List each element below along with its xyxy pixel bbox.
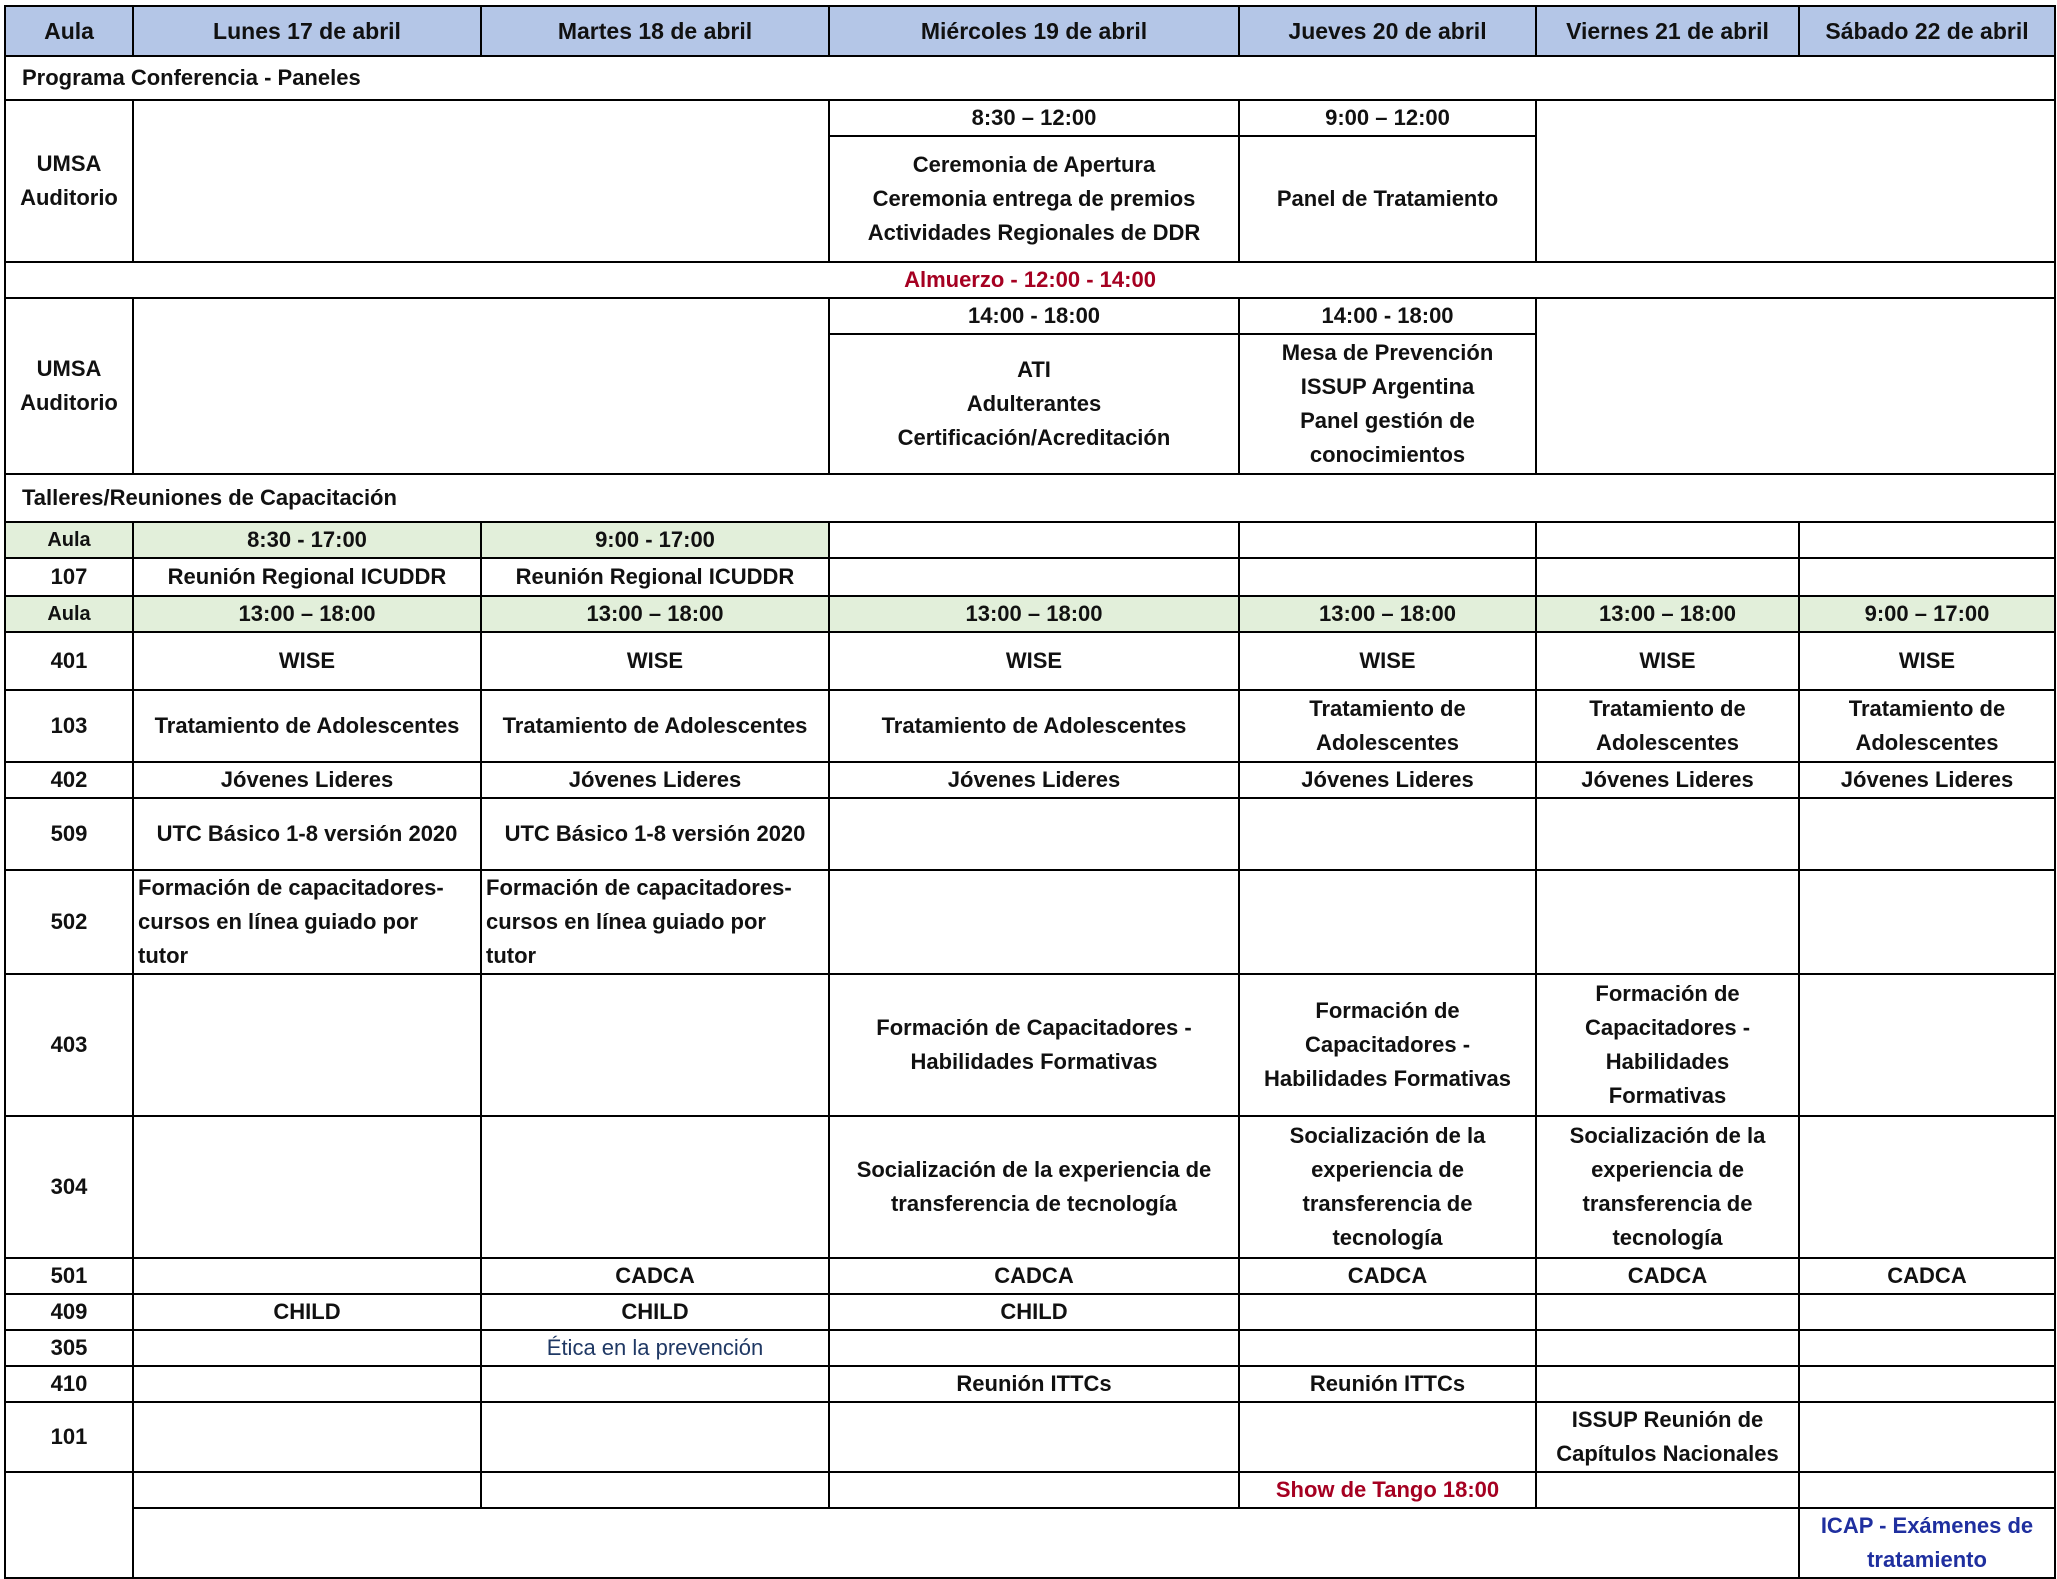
event-line: Panel gestión de [1300, 408, 1475, 433]
event-cell [1799, 690, 2055, 762]
event-cell [481, 870, 829, 974]
event-cell: Jóvenes Lideres [829, 762, 1239, 798]
header-day-sat: Sábado 22 de abril [1799, 6, 2055, 56]
event-line: Ceremonia de Apertura [912, 152, 1156, 177]
event-line: ICAP - Exámenes de [1820, 1513, 2034, 1538]
event-line: Socialización de la experiencia de [856, 1157, 1212, 1182]
event-line: Adulterantes [966, 391, 1102, 416]
empty-cell [1536, 1294, 1799, 1330]
event-line: Formación de [1315, 998, 1460, 1023]
room-number: 103 [5, 690, 133, 762]
header-day-wed: Miércoles 19 de abril [829, 6, 1239, 56]
event-cell: WISE [133, 632, 481, 690]
event-line: Panel de Tratamiento [1276, 186, 1499, 211]
schedule-table [4, 5, 2056, 1579]
event-line: Actividades Regionales de DDR [867, 220, 1201, 245]
event-cell: Ética en la prevención [481, 1330, 829, 1366]
event-cell: WISE [1536, 632, 1799, 690]
empty-cell [1799, 1402, 2055, 1472]
section-title-workshops: Talleres/Reuniones de Capacitación [5, 474, 2055, 522]
empty-cell [1536, 558, 1799, 596]
empty-cell [829, 870, 1239, 974]
icap-event [1799, 1508, 2055, 1578]
empty-cell [133, 974, 481, 1116]
event-line: tratamiento [1867, 1547, 1987, 1572]
event-line: cursos en línea guiado por [486, 909, 766, 934]
room-number: 107 [5, 558, 133, 596]
empty-cell [1536, 100, 2055, 262]
header-row [5, 6, 2055, 56]
empty-cell [1799, 1116, 2055, 1258]
time-header: 9:00 - 17:00 [481, 522, 829, 558]
empty-cell [133, 100, 829, 262]
empty-cell [133, 1508, 1799, 1578]
table-row [5, 762, 2055, 798]
event-cell [1239, 1116, 1536, 1258]
event-cell: CADCA [1799, 1258, 2055, 1294]
event-line: tecnología [1612, 1225, 1723, 1250]
event-line: Tratamiento de [1309, 696, 1466, 721]
event-cell [829, 334, 1239, 474]
aula-header: Aula [5, 596, 133, 632]
table-row [5, 1366, 2055, 1402]
event-cell: WISE [481, 632, 829, 690]
empty-cell [829, 558, 1239, 596]
empty-cell [829, 1472, 1239, 1508]
table-row [5, 690, 2055, 762]
empty-cell [481, 1472, 829, 1508]
event-cell [1536, 1116, 1799, 1258]
empty-cell [1239, 798, 1536, 870]
table-row [5, 1294, 2055, 1330]
empty-cell [1799, 798, 2055, 870]
event-line: tecnología [1332, 1225, 1443, 1250]
empty-cell [1799, 1366, 2055, 1402]
room-cell [5, 100, 133, 262]
event-cell [1239, 974, 1536, 1116]
table-row [5, 798, 2055, 870]
empty-cell [1536, 1330, 1799, 1366]
event-cell: Tratamiento de Adolescentes [133, 690, 481, 762]
event-line: Adolescentes [1315, 730, 1460, 755]
table-row [5, 558, 2055, 596]
event-line: transferencia de tecnología [890, 1191, 1178, 1216]
event-line: ISSUP Argentina [1300, 374, 1475, 399]
event-cell: UTC Básico 1-8 versión 2020 [481, 798, 829, 870]
event-line: Capítulos Nacionales [1556, 1441, 1779, 1466]
empty-cell [1536, 798, 1799, 870]
event-line: Habilidades Formativas [1264, 1066, 1511, 1091]
table-row [5, 632, 2055, 690]
event-cell: CADCA [829, 1258, 1239, 1294]
event-line: Habilidades [1605, 1049, 1730, 1074]
header-aula: Aula [5, 6, 133, 56]
empty-cell [5, 1472, 133, 1508]
table-row [5, 974, 2055, 1116]
event-cell: Tratamiento de Adolescentes [829, 690, 1239, 762]
event-cell: Jóvenes Lideres [481, 762, 829, 798]
event-cell: WISE [829, 632, 1239, 690]
room-number: 401 [5, 632, 133, 690]
room-number: 501 [5, 1258, 133, 1294]
time-cell: 14:00 - 18:00 [829, 298, 1239, 334]
event-line: Mesa de Prevención [1281, 340, 1494, 365]
event-cell [1239, 690, 1536, 762]
lunch-banner: Almuerzo - 12:00 - 14:00 [5, 262, 2055, 298]
empty-cell [1239, 522, 1536, 558]
empty-cell [1239, 1402, 1536, 1472]
empty-cell [1536, 870, 1799, 974]
aula-header: Aula [5, 522, 133, 558]
event-cell: Reunión ITTCs [829, 1366, 1239, 1402]
empty-cell [1536, 298, 2055, 474]
event-cell: Reunión Regional ICUDDR [481, 558, 829, 596]
event-line: Adolescentes [1855, 730, 1999, 755]
event-line: Formativas [1608, 1083, 1727, 1108]
empty-cell [1799, 870, 2055, 974]
event-cell: CADCA [1239, 1258, 1536, 1294]
event-cell [829, 1116, 1239, 1258]
event-cell [1536, 1402, 1799, 1472]
time-header: 9:00 – 17:00 [1799, 596, 2055, 632]
event-line: Formación de Capacitadores - [876, 1015, 1192, 1040]
header-day-thu: Jueves 20 de abril [1239, 6, 1536, 56]
event-line: tutor [138, 943, 189, 968]
event-cell [133, 870, 481, 974]
header-day-fri: Viernes 21 de abril [1536, 6, 1799, 56]
empty-cell [829, 1330, 1239, 1366]
empty-cell [481, 1402, 829, 1472]
event-cell: WISE [1239, 632, 1536, 690]
room-number: 410 [5, 1366, 133, 1402]
empty-cell [1239, 1330, 1536, 1366]
room-cell [5, 298, 133, 474]
event-cell: Jóvenes Lideres [1536, 762, 1799, 798]
empty-cell [481, 974, 829, 1116]
event-line: Certificación/Acreditación [897, 425, 1171, 450]
event-line: Socialización de la [1289, 1123, 1486, 1148]
empty-cell [1799, 1330, 2055, 1366]
event-cell: UTC Básico 1-8 versión 2020 [133, 798, 481, 870]
table-row [5, 1402, 2055, 1472]
time-cell: 8:30 – 12:00 [829, 100, 1239, 136]
event-cell: CADCA [1536, 1258, 1799, 1294]
event-cell: Reunión Regional ICUDDR [133, 558, 481, 596]
event-line: Capacitadores - [1584, 1015, 1751, 1040]
event-line: experiencia de [1591, 1157, 1744, 1182]
event-line: transferencia de [1302, 1191, 1473, 1216]
empty-cell [1799, 522, 2055, 558]
empty-cell [481, 1366, 829, 1402]
event-cell [1536, 974, 1799, 1116]
event-cell [1239, 136, 1536, 262]
table-row [5, 1472, 2055, 1508]
event-cell [829, 974, 1239, 1116]
empty-cell [1239, 1294, 1536, 1330]
event-line: Adolescentes [1595, 730, 1740, 755]
room-number: 409 [5, 1294, 133, 1330]
event-line: ATI [1017, 357, 1051, 382]
empty-cell [829, 1402, 1239, 1472]
event-line: Socialización de la [1569, 1123, 1766, 1148]
event-cell: CHILD [829, 1294, 1239, 1330]
room-number: 403 [5, 974, 133, 1116]
room-number: 509 [5, 798, 133, 870]
event-line: ISSUP Reunión de [1571, 1407, 1764, 1432]
empty-cell [1239, 558, 1536, 596]
empty-cell [481, 1116, 829, 1258]
empty-cell [133, 1472, 481, 1508]
time-cell: 9:00 – 12:00 [1239, 100, 1536, 136]
event-line: experiencia de [1311, 1157, 1464, 1182]
empty-cell [1799, 1472, 2055, 1508]
event-cell: Jóvenes Lideres [1799, 762, 2055, 798]
event-line: Ceremonia entrega de premios [872, 186, 1196, 211]
event-cell [1239, 334, 1536, 474]
room-line: UMSA [36, 151, 102, 176]
table-row [5, 1116, 2055, 1258]
event-cell: WISE [1799, 632, 2055, 690]
empty-cell [1536, 1366, 1799, 1402]
event-cell: Jóvenes Lideres [133, 762, 481, 798]
event-cell: CHILD [481, 1294, 829, 1330]
time-header: 13:00 – 18:00 [829, 596, 1239, 632]
time-header: 13:00 – 18:00 [1239, 596, 1536, 632]
table-row [5, 1330, 2055, 1366]
empty-cell [133, 1402, 481, 1472]
event-line: Formación de [1595, 981, 1740, 1006]
table-row [5, 870, 2055, 974]
header-day-tue: Martes 18 de abril [481, 6, 829, 56]
tango-event: Show de Tango 18:00 [1239, 1472, 1536, 1508]
empty-cell [5, 1508, 133, 1578]
empty-cell [133, 1366, 481, 1402]
event-line: Tratamiento de [1848, 696, 2006, 721]
empty-cell [133, 1116, 481, 1258]
event-cell [1536, 690, 1799, 762]
empty-cell [1799, 974, 2055, 1116]
table-row [5, 1508, 2055, 1578]
room-line: Auditorio [20, 185, 118, 210]
room-number: 304 [5, 1116, 133, 1258]
event-line: conocimientos [1309, 442, 1466, 467]
empty-cell [1239, 870, 1536, 974]
time-cell: 14:00 - 18:00 [1239, 298, 1536, 334]
event-line: Formación de capacitadores- [486, 875, 792, 900]
time-header: 13:00 – 18:00 [133, 596, 481, 632]
event-cell: CHILD [133, 1294, 481, 1330]
time-header: 13:00 – 18:00 [1536, 596, 1799, 632]
event-line: transferencia de [1582, 1191, 1753, 1216]
event-line: cursos en línea guiado por [138, 909, 418, 934]
room-number: 101 [5, 1402, 133, 1472]
event-line: Formación de capacitadores- [138, 875, 444, 900]
event-line: tutor [486, 943, 537, 968]
room-number: 305 [5, 1330, 133, 1366]
room-line: Auditorio [20, 390, 118, 415]
empty-cell [1536, 1472, 1799, 1508]
empty-cell [1799, 558, 2055, 596]
event-cell [829, 136, 1239, 262]
time-header: 8:30 - 17:00 [133, 522, 481, 558]
time-header: 13:00 – 18:00 [481, 596, 829, 632]
room-line: UMSA [36, 356, 102, 381]
table-row [5, 1258, 2055, 1294]
room-number: 502 [5, 870, 133, 974]
section-title-conference: Programa Conferencia - Paneles [5, 56, 2055, 100]
empty-cell [133, 1258, 481, 1294]
event-line: Capacitadores - [1304, 1032, 1471, 1057]
event-line: Habilidades Formativas [910, 1049, 1158, 1074]
empty-cell [829, 798, 1239, 870]
event-cell: Jóvenes Lideres [1239, 762, 1536, 798]
event-cell: Reunión ITTCs [1239, 1366, 1536, 1402]
empty-cell [133, 1330, 481, 1366]
event-cell: Tratamiento de Adolescentes [481, 690, 829, 762]
header-day-mon: Lunes 17 de abril [133, 6, 481, 56]
event-cell: CADCA [481, 1258, 829, 1294]
empty-cell [829, 522, 1239, 558]
room-number: 402 [5, 762, 133, 798]
empty-cell [1536, 522, 1799, 558]
event-line: Tratamiento de [1589, 696, 1746, 721]
empty-cell [133, 298, 829, 474]
empty-cell [1799, 1294, 2055, 1330]
